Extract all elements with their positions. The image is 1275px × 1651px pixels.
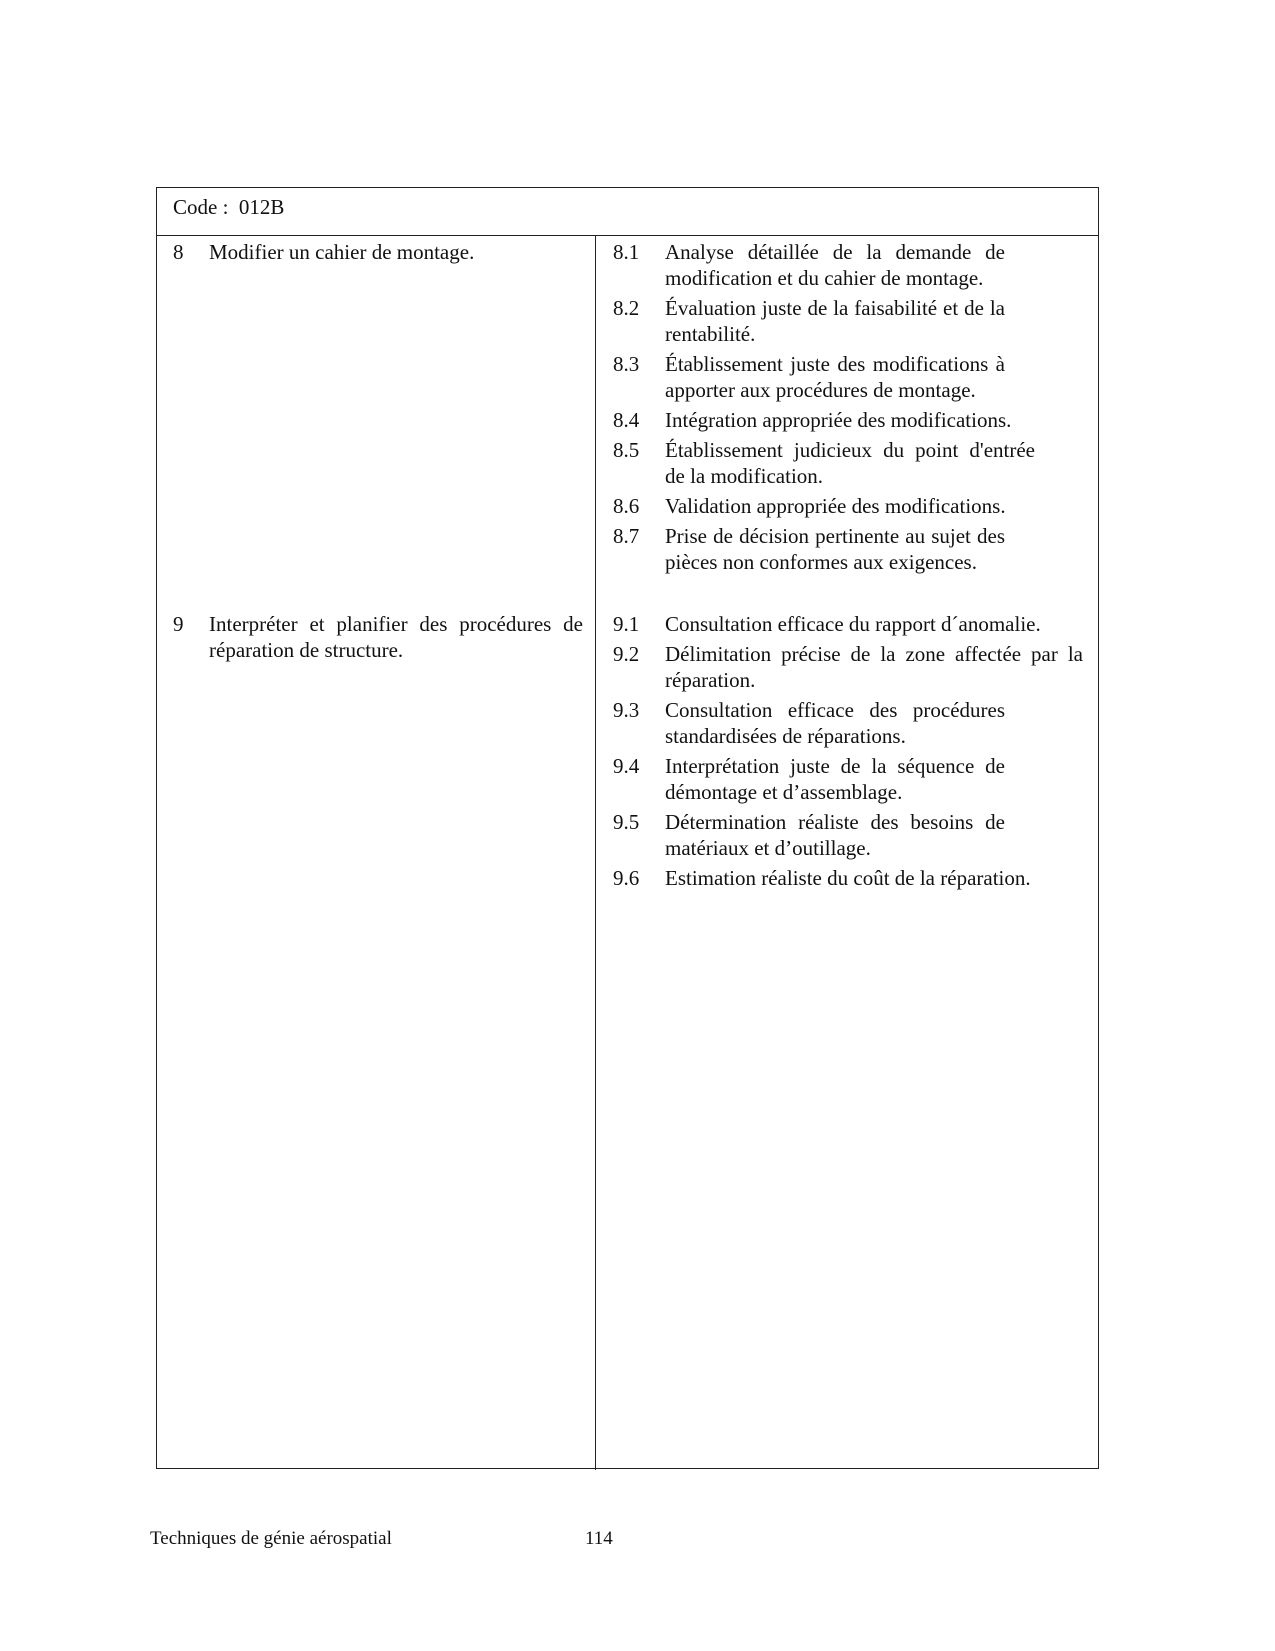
criterion-number: 8.6: [613, 494, 640, 518]
criterion-8-3: [613, 351, 1083, 403]
code-header-row: [157, 188, 1098, 236]
criterion-text: Analyse détaillée de la demande de modification et du cahier de montage.: [665, 240, 1005, 290]
criterion-number: 8.1: [613, 240, 640, 264]
criterion-text: Établissement judicieux du point d'entrée de la modification.: [665, 438, 1035, 488]
criterion-9-4: [613, 753, 1083, 805]
competency-table: [156, 187, 1099, 1469]
footer-program-title: Techniques de génie aérospatial: [150, 1528, 392, 1549]
criterion-9-2: [613, 641, 1083, 693]
criterion-number: 9.3: [613, 698, 640, 722]
criterion-number: 9.1: [613, 612, 640, 636]
criterion-number: 9.6: [613, 866, 640, 890]
competency-statement: Modifier un cahier de montage.: [209, 240, 475, 264]
criterion-text: Évaluation juste de la faisabilité et de la rentabilité.: [665, 296, 1005, 346]
criterion-number: 8.4: [613, 408, 640, 432]
criterion-8-7: [613, 523, 1083, 575]
criterion-text: Consultation efficace du rapport d´anomalie.: [665, 612, 1041, 636]
criteria-list-8: [613, 239, 1083, 579]
competency-number: 9: [173, 612, 184, 636]
criterion-number: 9.4: [613, 754, 640, 778]
competency-number: 8: [173, 240, 184, 264]
criterion-8-1: [613, 239, 1083, 291]
page-number: 114: [585, 1528, 613, 1549]
criterion-text: Interprétation juste de la séquence de démontage et d’assemblage.: [665, 754, 1005, 804]
criterion-9-6: [613, 865, 1083, 891]
criterion-number: 8.5: [613, 438, 640, 462]
criterion-number: 9.2: [613, 642, 640, 666]
criterion-number: 8.7: [613, 524, 640, 548]
criterion-text: Prise de décision pertinente au sujet des pièces non conformes aux exigences.: [665, 524, 1005, 574]
criterion-text: Intégration appropriée des modifications.: [665, 408, 1012, 432]
criterion-text: Consultation efficace des procédures standardisées de réparations.: [665, 698, 1005, 748]
criterion-number: 8.3: [613, 352, 640, 376]
criterion-text: Estimation réaliste du coût de la réparation.: [665, 866, 1031, 890]
criterion-9-5: [613, 809, 1083, 861]
criterion-text: Validation appropriée des modifications.: [665, 494, 1006, 518]
criterion-9-3: [613, 697, 1083, 749]
criterion-8-4: [613, 407, 1083, 433]
criteria-list-9: [613, 611, 1083, 895]
criterion-number: 8.2: [613, 296, 640, 320]
criterion-number: 9.5: [613, 810, 640, 834]
criterion-text: Établissement juste des modifications à apporter aux procédures de montage.: [665, 352, 1005, 402]
criterion-8-2: [613, 295, 1083, 347]
column-divider: [595, 236, 596, 1470]
criterion-9-1: [613, 611, 1083, 637]
program-code: Code : 012B: [173, 195, 285, 219]
criterion-8-6: [613, 493, 1083, 519]
competency-statement: Interpréter et planifier des procédures de réparation de structure.: [209, 612, 583, 662]
criterion-text: Délimitation précise de la zone affectée par la réparation.: [665, 642, 1083, 692]
criterion-text: Détermination réaliste des besoins de matériaux et d’outillage.: [665, 810, 1005, 860]
criterion-8-5: [613, 437, 1083, 489]
